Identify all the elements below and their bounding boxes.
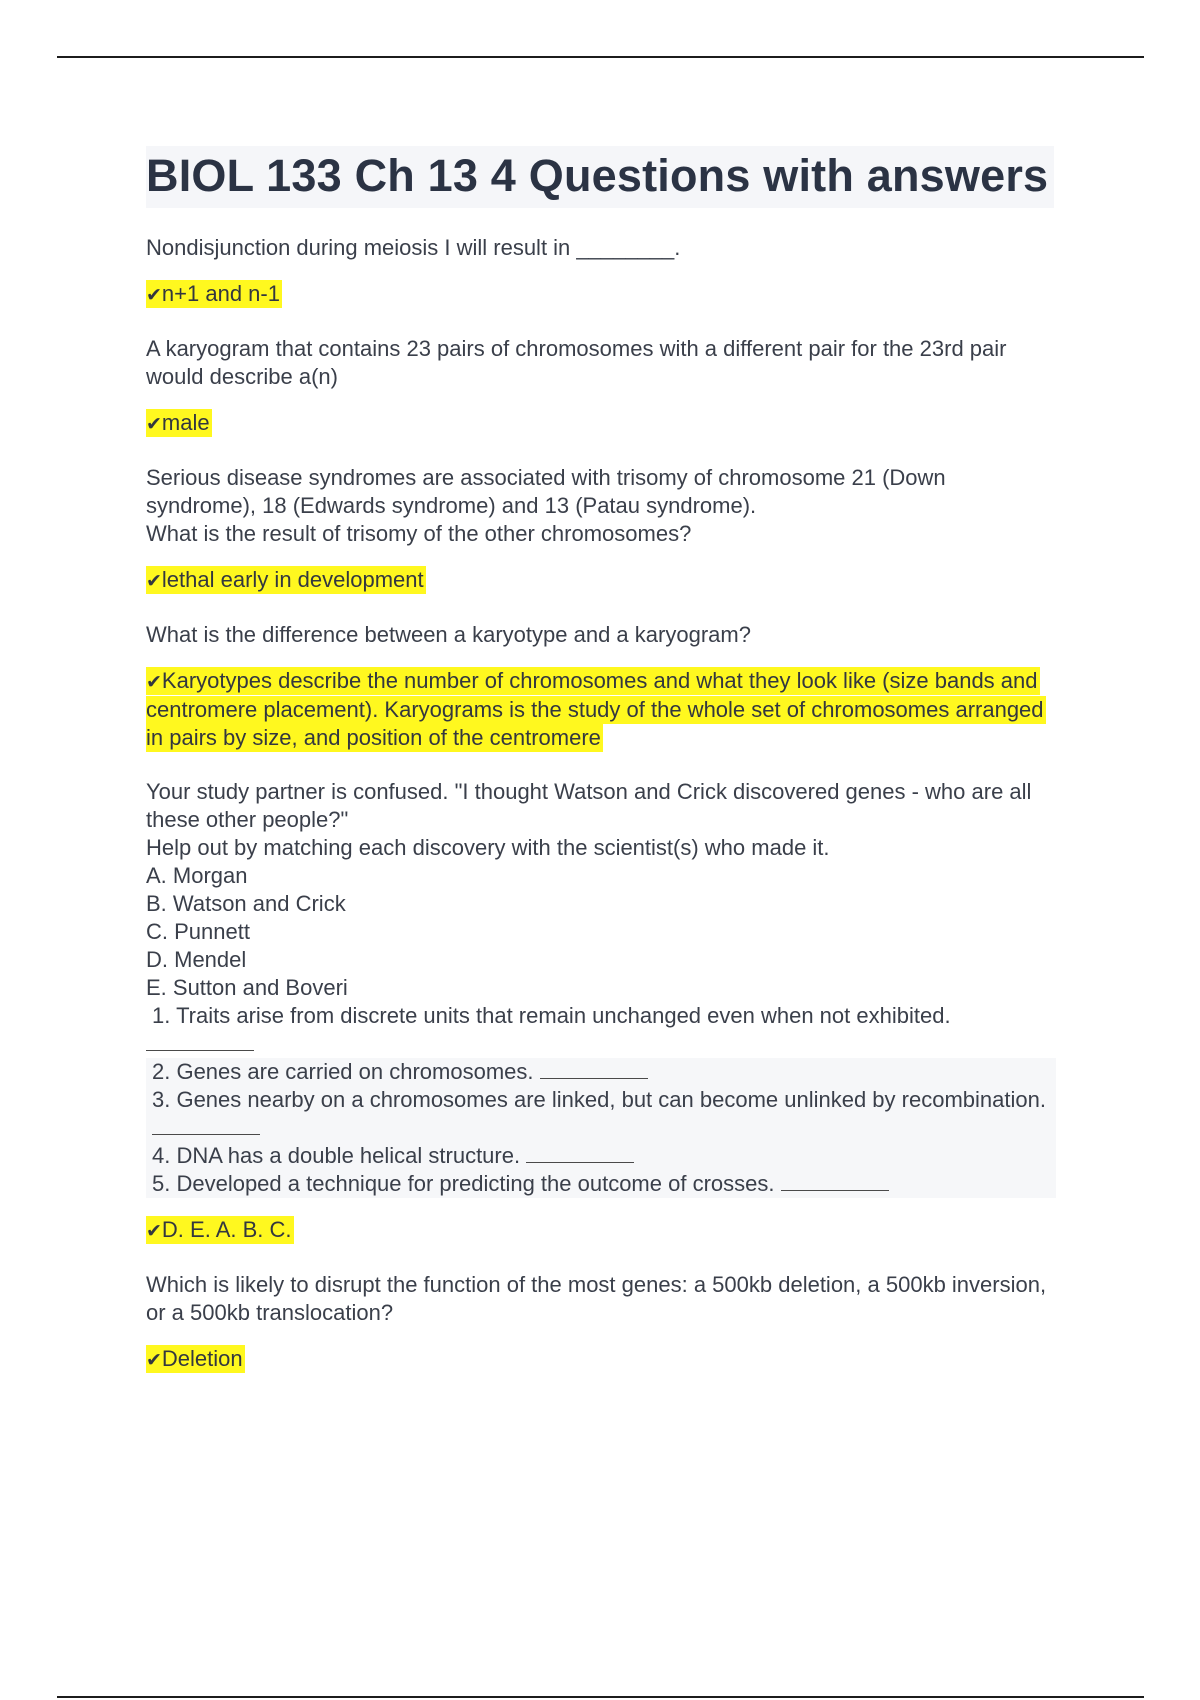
answer-1: [146, 280, 1056, 309]
bottom-rule: [57, 1696, 1144, 1698]
answer-2-text: male: [161, 410, 210, 435]
answer-1-text: n+1 and n-1: [161, 281, 280, 306]
answer-4: [146, 667, 1056, 752]
statement-4: 4. DNA has a double helical structure.: [146, 1142, 1056, 1170]
answer-6: [146, 1345, 1056, 1374]
answer-3-text: lethal early in development: [161, 567, 424, 592]
answer-4-text: Karyotypes describe the number of chromosomes and what they look like (size bands and centromere placement). Karyograms is the study of the whole set of chromosomes arranged in pairs by size, and position of the centromere: [146, 668, 1044, 750]
page-title: BIOL 133 Ch 13 4 Questions with answers: [146, 150, 1049, 201]
answer-blank: [146, 1030, 254, 1051]
question-1: Nondisjunction during meiosis I will result in ________.: [146, 235, 681, 260]
answer-blank: [781, 1170, 889, 1191]
option-a: A. Morgan: [146, 863, 248, 888]
answer-blank: [526, 1142, 634, 1163]
option-d: D. Mendel: [146, 947, 247, 972]
check-icon: ✔: [146, 1220, 162, 1242]
matching-intro: Your study partner is confused. "I thought Watson and Crick discovered genes - who are all these other people?": [146, 779, 1032, 832]
document-body: [146, 146, 1056, 1374]
statement-2: 2. Genes are carried on chromosomes.: [146, 1058, 1056, 1086]
check-icon: ✔: [146, 284, 162, 306]
check-icon: ✔: [146, 1349, 162, 1371]
title-box: [146, 146, 1054, 208]
option-b: B. Watson and Crick: [146, 891, 346, 916]
statement-1: 1. Traits arise from discrete units that remain unchanged even when not exhibited.: [152, 1003, 951, 1028]
statement-1-blank: [146, 1030, 1056, 1058]
answer-5: [146, 1216, 1056, 1245]
answer-3: [146, 566, 1056, 595]
matching-instruction: Help out by matching each discovery with the scientist(s) who made it.: [146, 835, 830, 860]
answer-5-text: D. E. A. B. C.: [161, 1217, 292, 1242]
answer-2: [146, 409, 1056, 438]
question-3: Serious disease syndromes are associated with trisomy of chromosome 21 (Down syndrome), 18 (Edwards syndrome) and 13 (Patau syndrome). What is the result of trisomy of the other chromosomes?: [146, 465, 946, 546]
question-4: What is the difference between a karyotype and a karyogram?: [146, 622, 751, 647]
check-icon: ✔: [146, 413, 162, 435]
option-e: E. Sutton and Boveri: [146, 975, 348, 1000]
matching-question: [146, 778, 1056, 1198]
answer-blank: [540, 1058, 648, 1079]
top-rule: [57, 56, 1144, 58]
option-c: C. Punnett: [146, 919, 250, 944]
statement-5: 5. Developed a technique for predicting the outcome of crosses.: [146, 1170, 1056, 1198]
question-2: A karyogram that contains 23 pairs of chromosomes with a different pair for the 23rd pair would describe a(n): [146, 336, 1007, 389]
answer-6-text: Deletion: [161, 1346, 243, 1371]
check-icon: ✔: [146, 671, 162, 693]
answer-blank: [152, 1114, 260, 1135]
check-icon: ✔: [146, 570, 162, 592]
question-6: Which is likely to disrupt the function of the most genes: a 500kb deletion, a 500kb inversion, or a 500kb translocation?: [146, 1272, 1047, 1325]
statement-3: 3. Genes nearby on a chromosomes are linked, but can become unlinked by recombination.: [146, 1086, 1056, 1142]
